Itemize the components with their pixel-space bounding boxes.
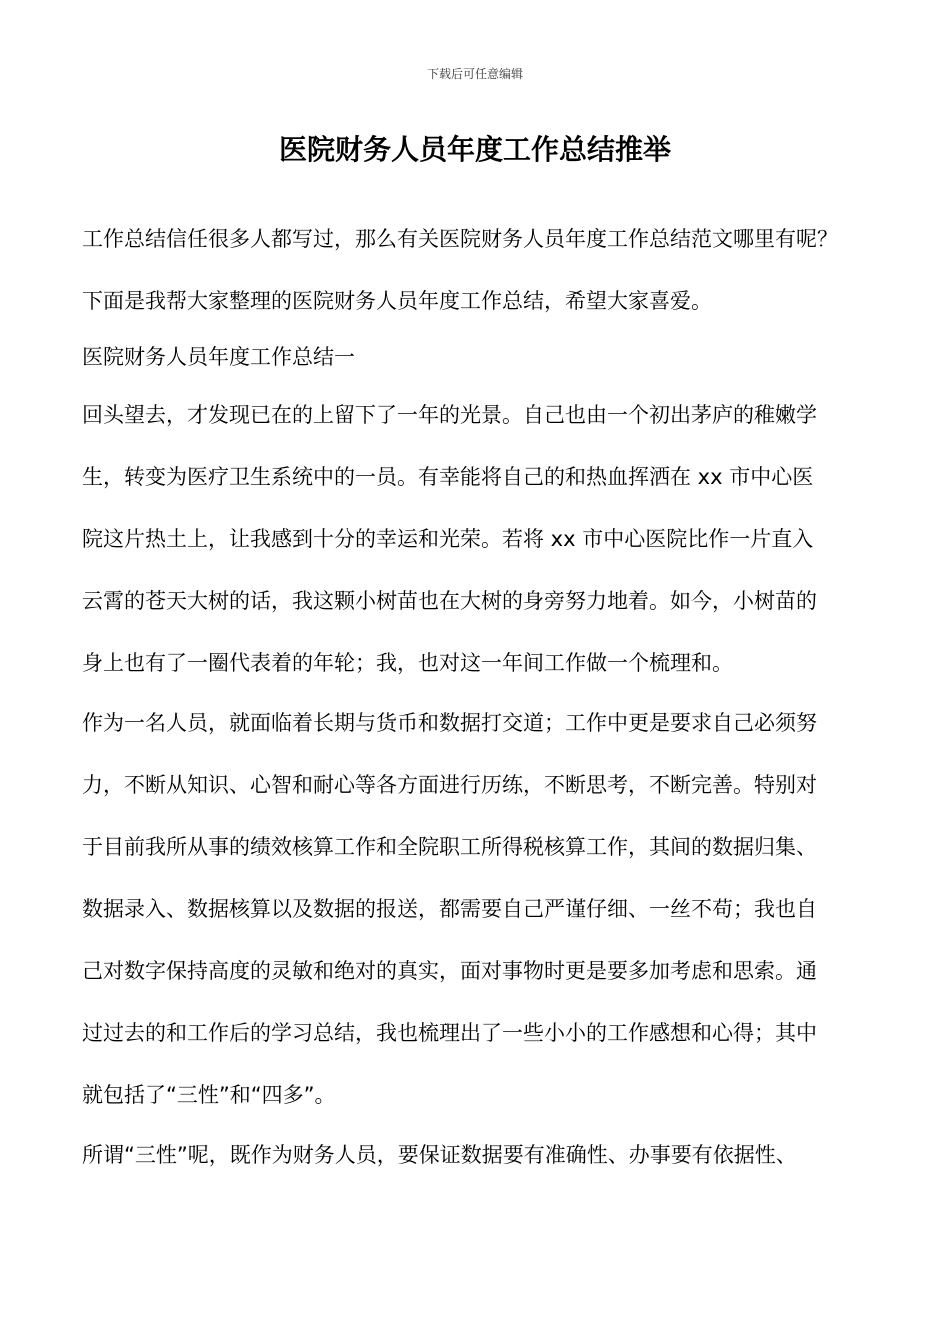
paragraph-line: 作为一名人员，就面临着长期与货币和数据打交道；工作中更是要求自己必须努 (82, 711, 817, 735)
intro-paragraph (82, 208, 872, 332)
paragraph-line: 云霄的苍天大树的话，我这颗小树苗也在大树的身旁努力地着。如今，小树苗的 (82, 589, 817, 613)
paragraph-1 (82, 384, 872, 694)
paragraph-line: 生，转变为医疗卫生系统中的一员。有幸能将自己的和热血挥洒在 xx 市中心医 (82, 465, 814, 489)
paragraph-line: 回头望去，才发现已在的上留下了一年的光景。自己也由一个初出茅庐的稚嫩学 (82, 403, 817, 427)
paragraph-line: 所谓“三性”呢，既作为财务人员，要保证数据要有准确性、办事要有依据性、 (82, 1143, 797, 1167)
section-heading-text: 医院财务人员年度工作总结一 (82, 345, 355, 369)
header-note: 下载后可任意编辑 (426, 67, 523, 81)
intro-line: 下面是我帮大家整理的医院财务人员年度工作总结，希望大家喜爱。 (82, 289, 712, 313)
paragraph-line: 过过去的和工作后的学习总结，我也梳理出了一些小小的工作感想和心得；其中 (82, 1021, 817, 1045)
paragraph-line: 数据录入、数据核算以及数据的报送，都需要自己严谨仔细、一丝不苟；我也自 (82, 897, 817, 921)
paragraph-line: 院这片热土上，让我感到十分的幸运和光荣。若将 xx 市中心医院比作一片直入 (82, 527, 814, 551)
paragraph-line: 身上也有了一圈代表着的年轮；我，也对这一年间工作做一个梳理和。 (82, 651, 733, 675)
paragraph-line: 于目前我所从事的绩效核算工作和全院职工所得税核算工作，其间的数据归集、 (82, 835, 817, 859)
paragraph-line: 就包括了“三性”和“四多”。 (82, 1083, 336, 1107)
paragraph-line: 力，不断从知识、心智和耐心等各方面进行历练，不断思考，不断完善。特别对 (82, 773, 817, 797)
document-title: 医院财务人员年度工作总结推举 (278, 133, 671, 166)
paragraph-2 (82, 692, 872, 1126)
paragraph-3 (82, 1124, 872, 1186)
intro-line: 工作总结信任很多人都写过，那么有关医院财务人员年度工作总结范文哪里有呢？ (82, 227, 838, 251)
section-heading (82, 326, 872, 388)
paragraph-line: 己对数字保持高度的灵敏和绝对的真实，面对事物时更是要多加考虑和思索。通 (82, 959, 817, 983)
